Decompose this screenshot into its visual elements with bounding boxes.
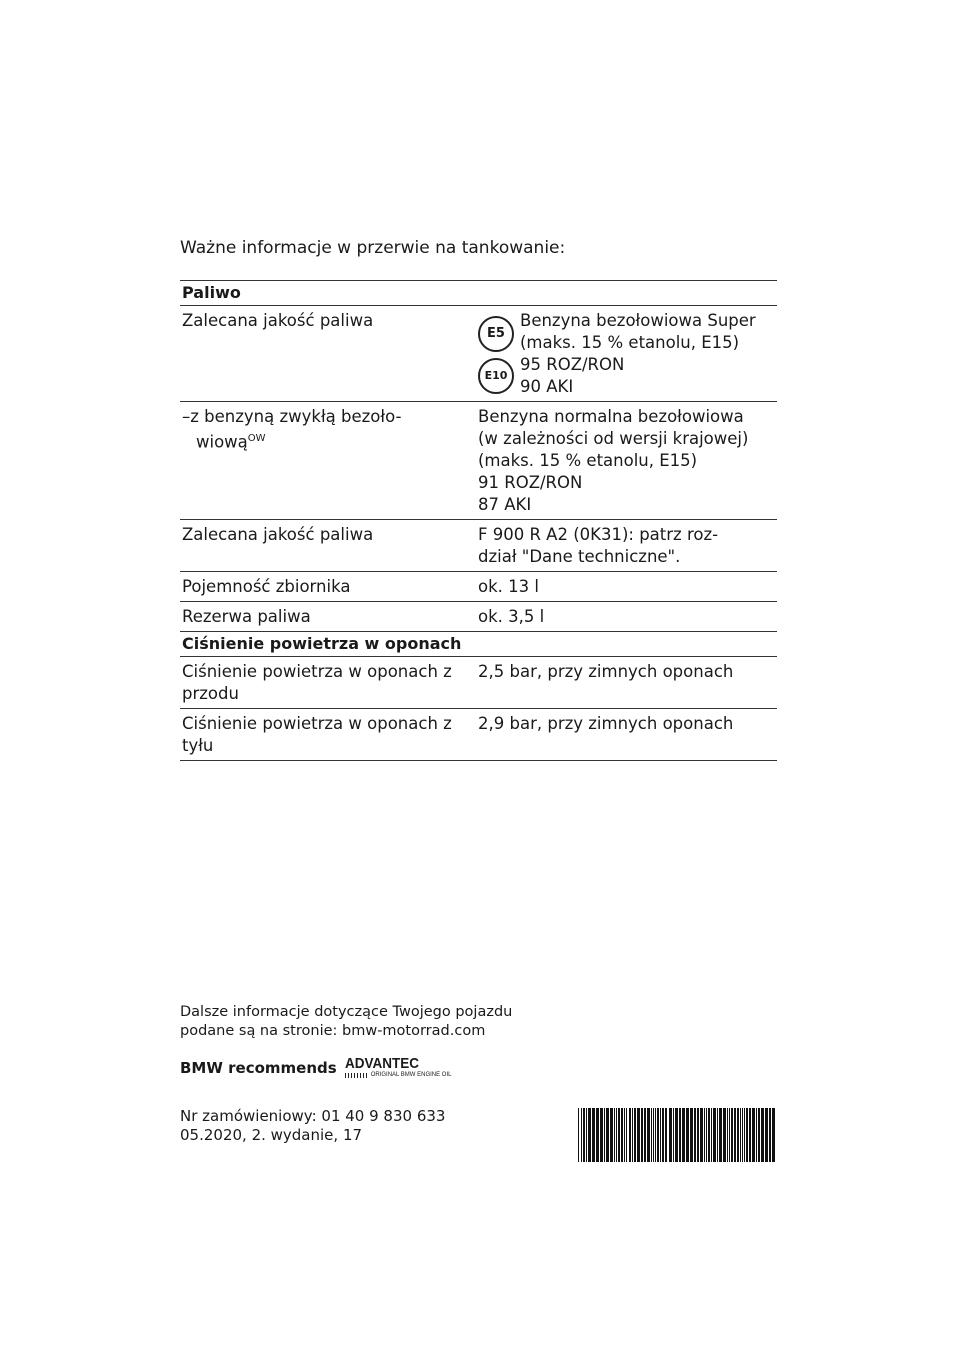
footer-info	[180, 1003, 512, 1041]
e5-fuel-icon: E5	[478, 316, 514, 352]
row-label: Rezerwa paliwa	[182, 607, 311, 626]
row-value: (w zależności od wersji krajowej)	[478, 429, 749, 448]
row-label: Ciśnienie powietrza w oponach z przodu	[182, 662, 452, 703]
page-title: Ważne informacje w przerwie na tankowanie:	[180, 238, 566, 258]
fuel-section-heading: Paliwo	[180, 280, 777, 305]
table-row	[180, 305, 777, 401]
row-value: 91 ROZ/RON	[478, 473, 583, 492]
row-label: –z benzyną zwykłą bezoło-	[182, 407, 402, 426]
row-label: Zalecana jakość paliwa	[182, 311, 374, 330]
recommend-label: BMW recommends	[180, 1059, 337, 1077]
row-value: Benzyna bezołowiowa Super	[520, 311, 756, 330]
table-row	[180, 656, 777, 708]
row-label: Zalecana jakość paliwa	[182, 525, 374, 544]
table-row	[180, 601, 777, 631]
row-value: Benzyna normalna bezołowiowa	[478, 407, 744, 426]
advantec-logo	[345, 1055, 452, 1078]
row-value: 87 AKI	[478, 495, 532, 514]
info-line: podane są na stronie: bmw-motorrad.com	[180, 1023, 486, 1039]
edition: 05.2020, 2. wydanie, 17	[180, 1126, 363, 1144]
row-value: 95 ROZ/RON	[520, 355, 625, 374]
table-row	[180, 401, 777, 519]
logo-text: ADVANTEC	[344, 1055, 419, 1072]
order-info	[180, 1107, 445, 1145]
row-value: 90 AKI	[520, 377, 574, 396]
row-value: ok. 3,5 l	[478, 607, 545, 626]
info-line: Dalsze informacje dotyczące Twojego pojazdu	[180, 1004, 513, 1020]
row-value: ok. 13 l	[478, 577, 539, 596]
row-value: 2,9 bar, przy zimnych oponach	[478, 714, 734, 733]
table-row	[180, 571, 777, 601]
table-row	[180, 519, 777, 571]
table-row	[180, 708, 777, 761]
logo-subtitle: ORIGINAL BMW ENGINE OIL	[370, 1072, 452, 1078]
tire-section-heading: Ciśnienie powietrza w oponach	[180, 631, 777, 656]
recommendation	[180, 1055, 451, 1078]
e10-fuel-icon: E10	[478, 358, 514, 394]
order-number: Nr zamówieniowy: 01 40 9 830 633	[180, 1107, 446, 1125]
barcode-icon	[578, 1108, 778, 1162]
row-value: (maks. 15 % etanolu, E15)	[478, 451, 698, 470]
row-value: F 900 R A2 (0K31): patrz roz-	[478, 525, 719, 544]
row-label: Ciśnienie powietrza w oponach z tyłu	[182, 714, 452, 755]
footnote-marker: OW	[247, 433, 266, 444]
row-value: (maks. 15 % etanolu, E15)	[520, 333, 740, 352]
spec-table	[180, 280, 777, 761]
logo-stripes-icon	[345, 1073, 369, 1078]
row-label: Pojemność zbiornika	[182, 577, 351, 596]
row-value: dział "Dane techniczne".	[478, 547, 681, 566]
row-value: 2,5 bar, przy zimnych oponach	[478, 662, 734, 681]
row-label: wiową	[196, 432, 248, 452]
